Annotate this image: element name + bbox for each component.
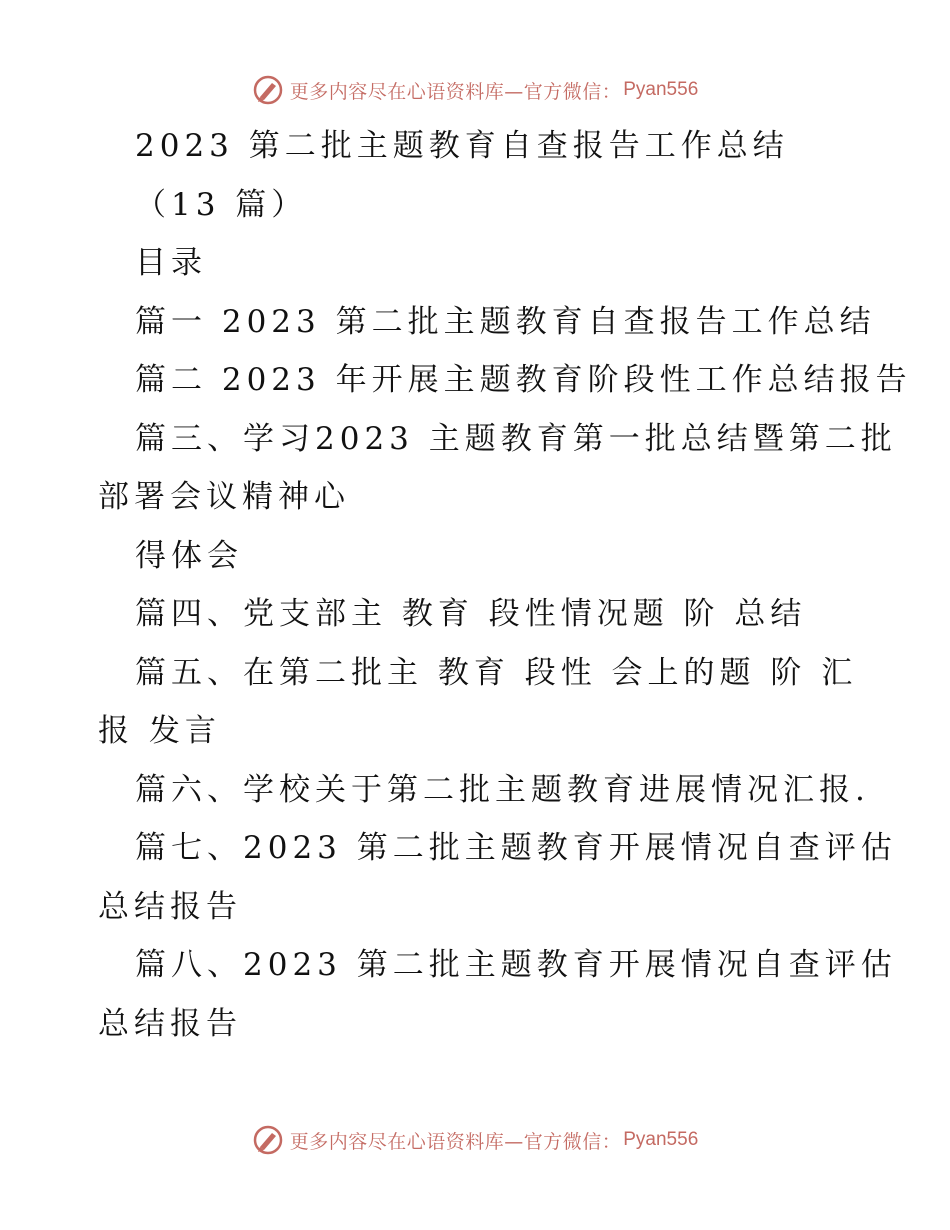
toc-entry: 篇六、学校关于第二批主题教育进展情况汇报. — [135, 771, 870, 808]
toc-entry: 篇三、学习2023 主题教育第一批总结暨第二批 — [135, 420, 897, 457]
toc-entry-continuation: 得体会 — [135, 537, 243, 574]
toc-entry: 篇八、2023 第二批主题教育开展情况自查评估 — [135, 947, 897, 983]
doc-title: 2023 第二批主题教育自查报告工作总结 — [135, 128, 789, 164]
toc-entry-continuation: 总结报告 — [98, 888, 242, 925]
toc-entry: 篇二 2023 年开展主题教育阶段性工作总结报告 — [135, 362, 912, 398]
header-watermark — [0, 70, 950, 110]
toc-entry: 篇七、2023 第二批主题教育开展情况自查评估 — [135, 830, 897, 866]
toc-entry: 篇一 2023 第二批主题教育自查报告工作总结 — [135, 303, 876, 340]
document-body — [0, 117, 950, 1053]
pen-seal-icon — [252, 1124, 284, 1156]
toc-entry-continuation: 报 发言 — [98, 713, 221, 749]
watermark-wechat-id: Pyan556 — [623, 1129, 699, 1150]
toc-heading: 目录 — [135, 245, 207, 281]
watermark-text: 更多内容尽在心语资料库—官方微信： — [289, 80, 622, 103]
doc-subtitle: （13 篇） — [135, 186, 308, 223]
toc-entry: 篇四、党支部主 教育 段性情况题 阶 总结 — [135, 596, 807, 632]
pen-seal-icon — [252, 74, 284, 106]
footer-watermark — [0, 1120, 950, 1160]
toc-entry-continuation: 总结报告 — [98, 1005, 242, 1042]
watermark-text: 更多内容尽在心语资料库—官方微信： — [289, 1130, 622, 1153]
toc-entry-continuation: 部署会议精神心 — [98, 479, 350, 515]
watermark-wechat-id: Pyan556 — [623, 79, 699, 100]
toc-entry: 篇五、在第二批主 教育 段性 会上的题 阶 汇 — [135, 654, 858, 691]
